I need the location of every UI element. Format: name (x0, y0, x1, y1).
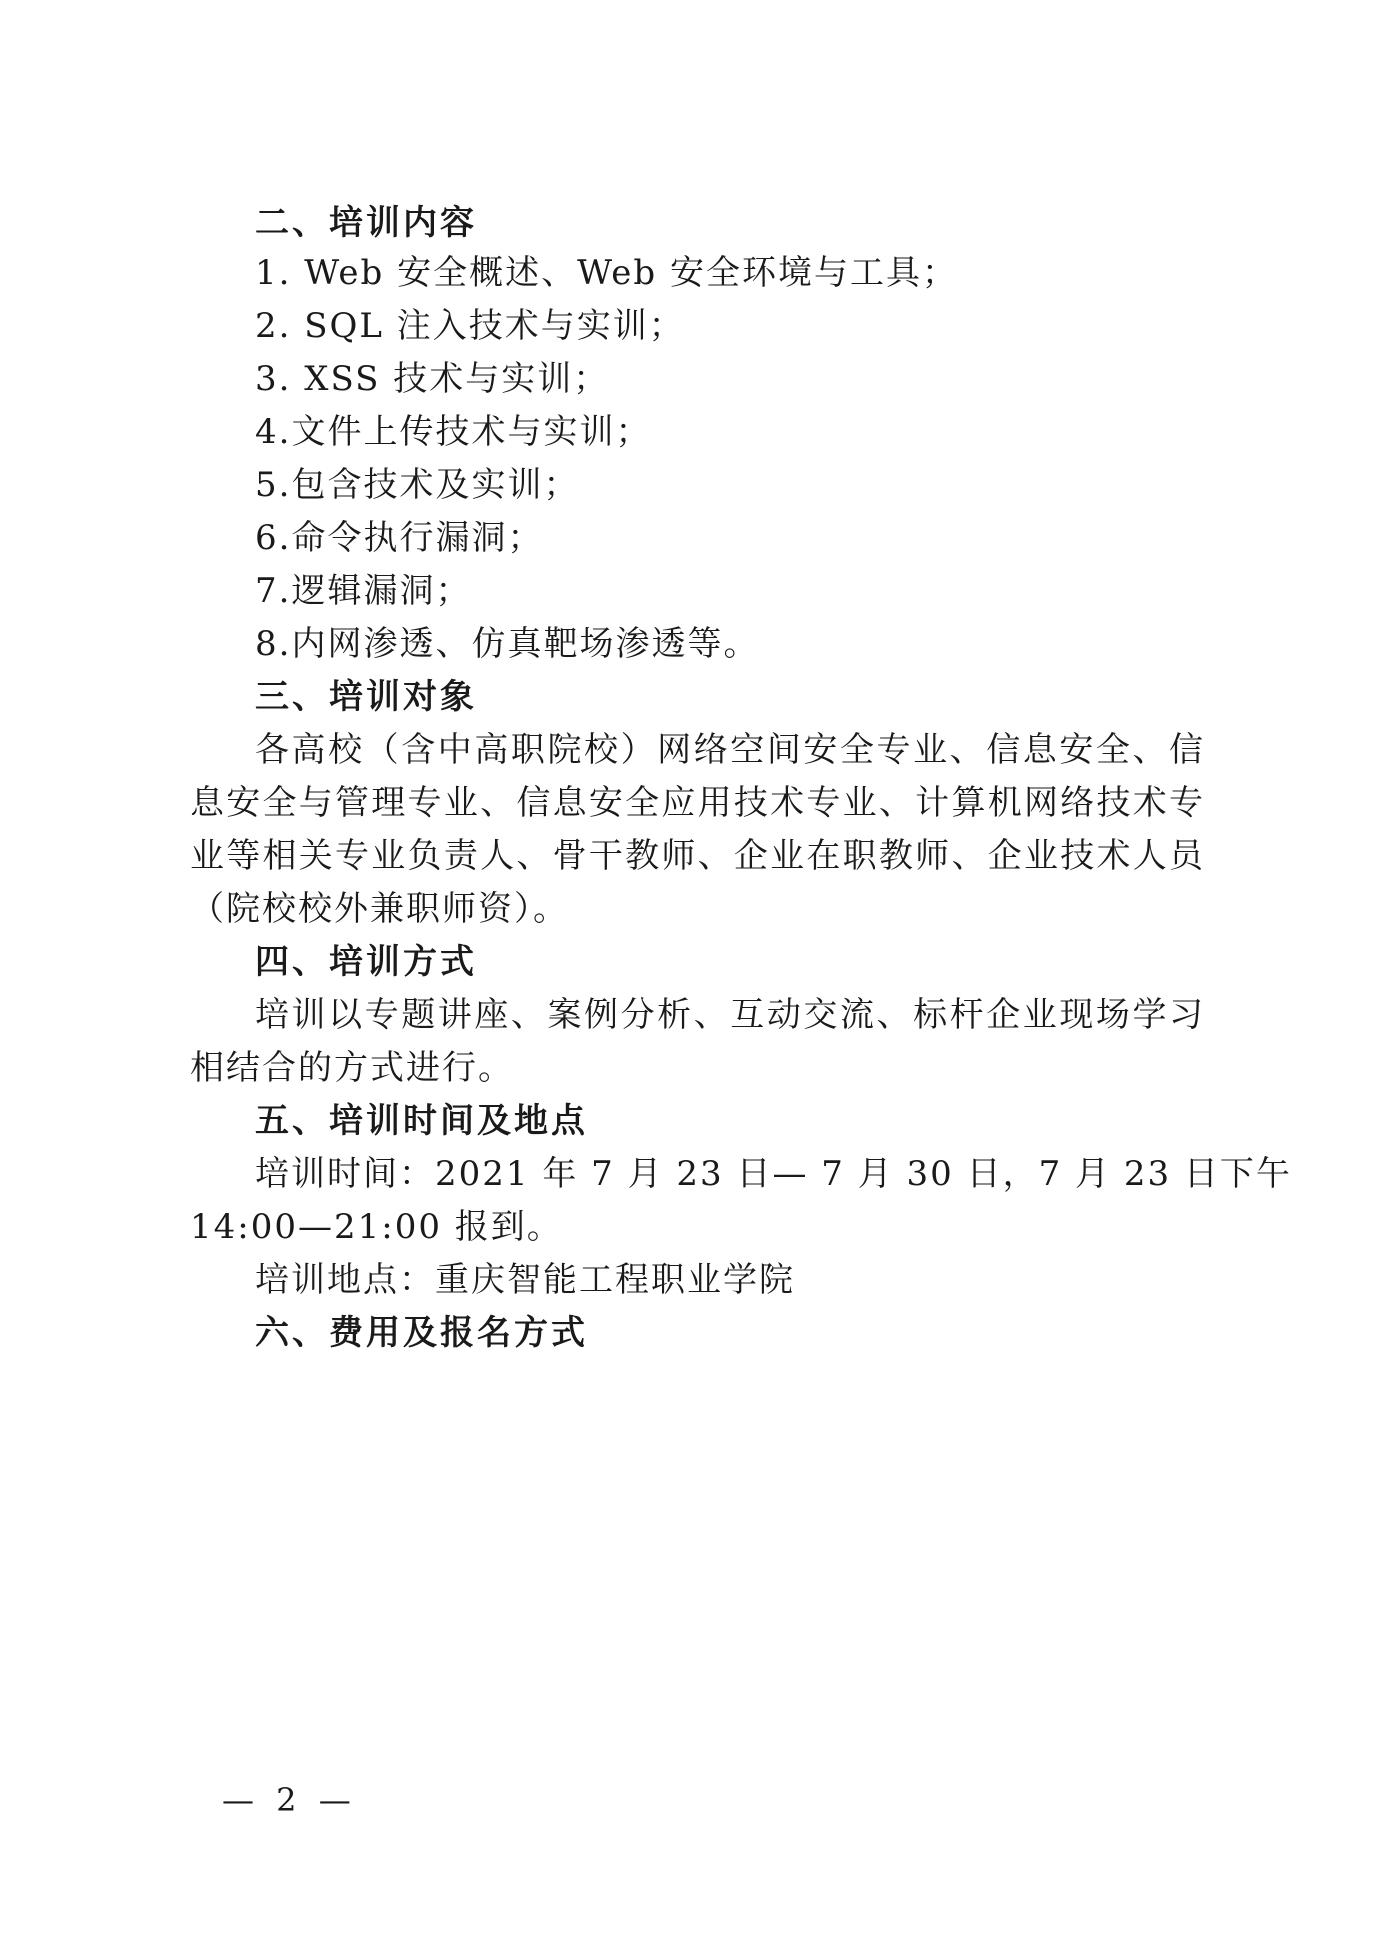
training-time-line-1: 培训时间：2021 年 7 月 23 日— 7 月 30 日，7 月 23 日下午 (255, 1154, 1292, 1194)
content-item-2: 2. SQL 注入技术与实训； (255, 306, 685, 346)
audience-line-1: 各高校（含中高职院校）网络空间安全专业、信息安全、信 (255, 730, 1205, 770)
page-number: — 2 — (222, 1781, 357, 1819)
training-place: 培训地点：重庆智能工程职业学院 (255, 1260, 795, 1300)
content-item-6: 6.命令执行漏洞； (255, 518, 544, 558)
content-item-5: 5.包含技术及实训； (255, 465, 580, 505)
audience-line-2: 息安全与管理专业、信息安全应用技术专业、计算机网络技术专 (190, 783, 1205, 823)
section-heading-content: 二、培训内容 (255, 203, 477, 243)
content-item-4: 4.文件上传技术与实训； (255, 412, 652, 452)
content-item-3: 3. XSS 技术与实训； (255, 359, 610, 399)
audience-line-3: 业等相关专业负责人、骨干教师、企业在职教师、企业技术人员 (190, 836, 1205, 876)
training-time-line-2: 14:00—21:00 报到。 (190, 1207, 563, 1247)
section-heading-fees: 六、费用及报名方式 (255, 1313, 588, 1353)
section-heading-method: 四、培训方式 (255, 942, 477, 982)
content-item-7: 7.逻辑漏洞； (255, 571, 472, 611)
content-item-1: 1. Web 安全概述、Web 安全环境与工具； (255, 253, 958, 293)
section-heading-time-place: 五、培训时间及地点 (255, 1101, 588, 1141)
section-heading-audience: 三、培训对象 (255, 677, 477, 717)
content-item-8: 8.内网渗透、仿真靶场渗透等。 (255, 624, 760, 664)
method-line-2: 相结合的方式进行。 (190, 1048, 514, 1088)
audience-line-4: （院校校外兼职师资）。 (190, 889, 569, 929)
method-line-1: 培训以专题讲座、案例分析、互动交流、标杆企业现场学习 (255, 995, 1205, 1035)
